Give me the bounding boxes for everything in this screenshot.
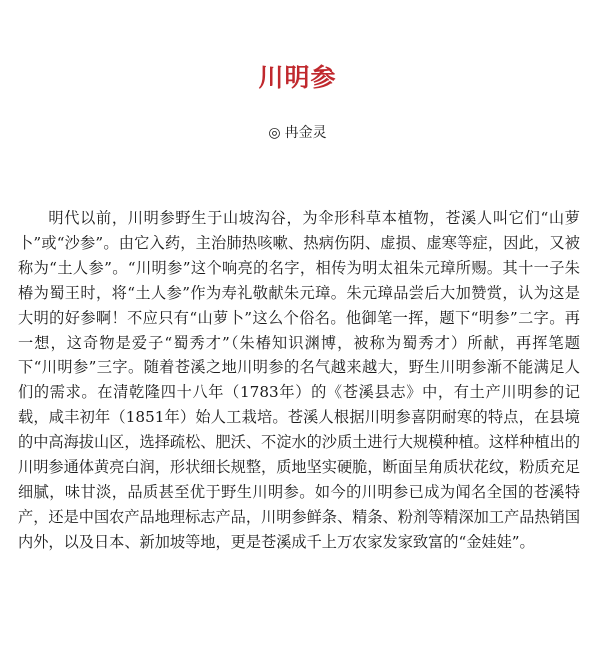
byline-mark-icon: ◎	[268, 125, 281, 141]
article-paragraph: 明代以前，川明参野生于山坡沟谷，为伞形科草本植物，苍溪人叫它们“山萝卜”或“沙参”。由它入药，主治肺热咳嗽、热病伤阴、虚损、虚寒等症，因此，又被称为“土人参”。“川明参”这个响亮的名字，相传为明太祖朱元璋所赐。其十一子朱椿为蜀王时，将“土人参”作为寿礼敬献朱元璋。朱元璋品尝后大加赞赏，认为这是大明的好参啊！不应只有“山萝卜”这么个俗名。他御笔一挥，题下“明参”二字。再一想，这奇物是爱子“蜀秀才”（朱椿知识渊博，被称为蜀秀才）所献，再挥笔题下“川明参”三字。随着苍溪之地川明参的名气越来越大，野生川明参渐不能满足人们的需求。在清乾隆四十八年（1783年）的《苍溪县志》中，有土产川明参的记载，咸丰初年（1851年）始人工栽培。苍溪人根据川明参喜阴耐寒的特点，在县境的中高海拔山区，选择疏松、肥沃、不淀水的沙质土进行大规模种植。这样种植出的川明参通体黄亮白润，形状细长规整，质地坚实硬脆，断面呈角质状花纹，粉质充足细腻，味甘淡，品质甚至优于野生川明参。如今的川明参已成为闻名全国的苍溪特产，还是中国农产品地理标志产品，川明参鲜条、精条、粉剂等精深加工产品热销国内外，以及日本、新加坡等地，更是苍溪成千上万农家发家致富的“金娃娃”。	[18, 209, 580, 551]
author-name: 冉金灵	[284, 125, 327, 141]
article-title: 川明参	[258, 63, 337, 92]
article-byline	[0, 123, 595, 143]
